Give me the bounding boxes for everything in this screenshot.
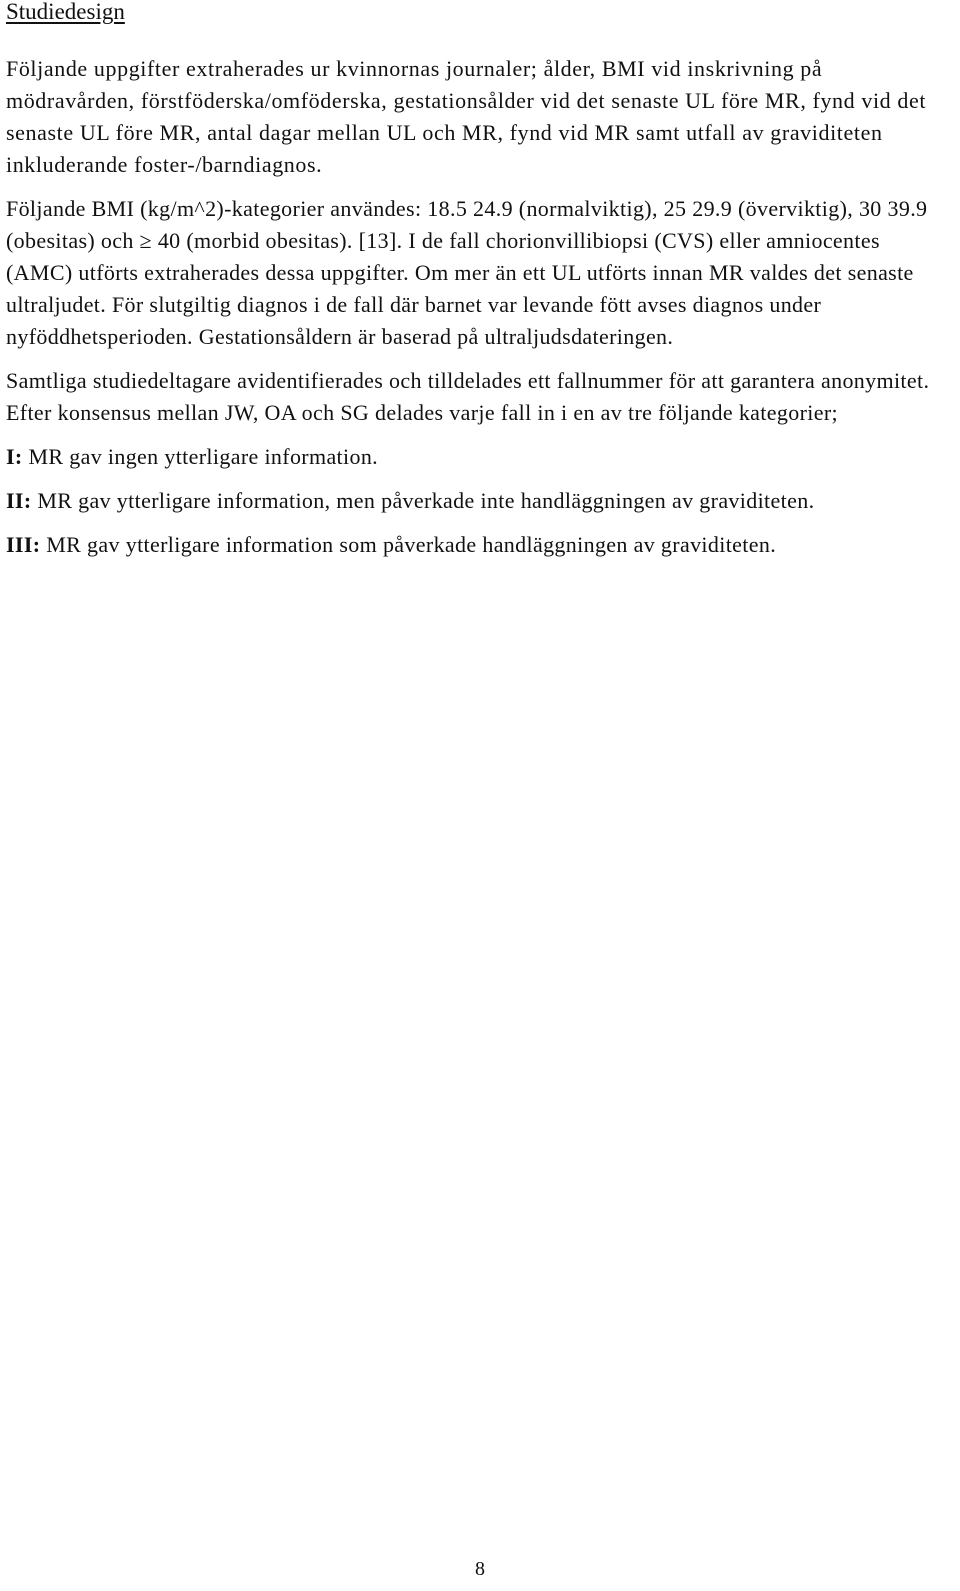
category-item [6,485,950,517]
paragraph-bmi-categories: Följande BMI (kg/m^2)-kategorier användes: 18.5 24.9 (normalviktig), 25 29.9 (överviktig), 30 39.9 (obesitas) och ≥ 40 (morbid obesitas). [13]. I de fall chorionvillibiopsi (CVS) eller amniocentes (AMC) utförts extraherades dessa uppgifter. Om mer än ett UL utförts innan MR valdes det senaste ultraljudet. För slutgiltig diagnos i de fall där barnet var levande fött avses diagnos under nyföddhetsperioden. Gestationsåldern är baserad på ultraljudsdateringen. [6,196,928,349]
category-text: MR gav ytterligare information som påverkade handläggningen av graviditeten. [40,532,777,557]
category-item [6,529,950,561]
section-heading: Studiedesign [6,0,125,24]
paragraph-anonymization: Samtliga studiedeltagare avidentifierades och tilldelades ett fallnummer för att garantera anonymitet. Efter konsensus mellan JW, OA och SG delades varje fall in i en av tre följande kategorier; [6,368,930,425]
category-label: I: [6,444,23,469]
page-number: 8 [475,1558,485,1580]
paragraph-extracted-data: Följande uppgifter extraherades ur kvinnornas journaler; ålder, BMI vid inskrivning på mödravården, förstföderska/omföderska, gestationsålder vid det senaste UL före MR, fynd vid det senaste UL före MR, antal dagar mellan UL och MR, fynd vid MR samt utfall av graviditeten inkluderande foster-/barndiagnos. [6,56,927,177]
document-page [6,0,950,561]
category-text: MR gav ingen ytterligare information. [22,444,379,469]
category-text: MR gav ytterligare information, men påverkade inte handläggningen av graviditeten. [31,488,815,513]
category-label: II: [6,488,32,513]
category-item [6,441,950,473]
category-label: III: [6,532,41,557]
